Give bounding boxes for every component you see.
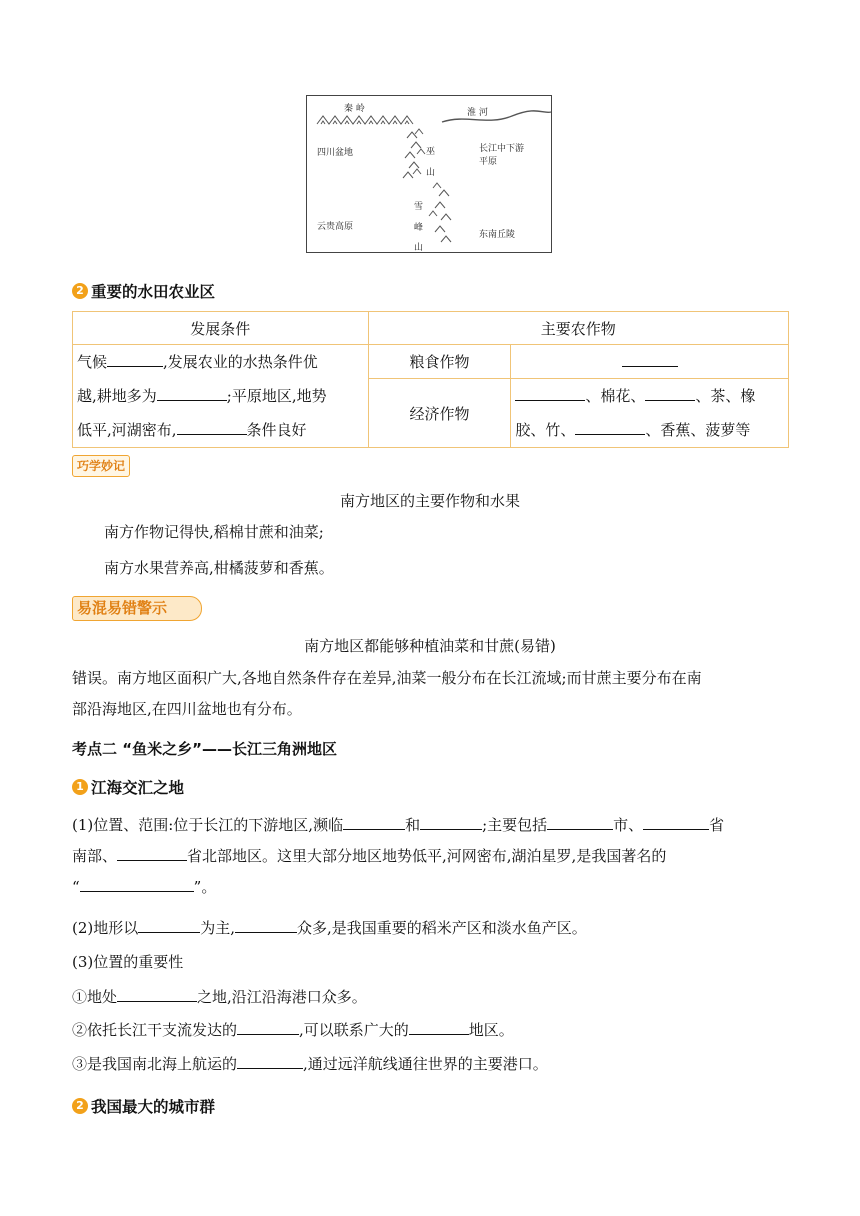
cond-text: ;平原地区,地势 — [226, 387, 327, 405]
answer-blank — [80, 877, 194, 892]
q3-text: ,通过远洋航线通往世界的主要港口。 — [303, 1055, 548, 1073]
number-badge: 2 — [72, 1098, 88, 1114]
cond-text: 气候 — [77, 353, 108, 371]
answer-blank — [515, 386, 585, 401]
memo-line-2: 南方水果营养高,柑橘菠萝和香蕉。 — [104, 559, 334, 577]
answer-blank — [547, 815, 613, 830]
q1-text: (1)位置、范围:位于长江的下游地区,濒临 — [72, 816, 344, 834]
question-3-title: (3)位置的重要性 — [72, 953, 184, 971]
answer-blank — [420, 815, 482, 830]
warning-tag: 易混易错警示 — [72, 596, 202, 621]
cash-text: 胶、竹、 — [515, 421, 576, 439]
memo-line-1: 南方作物记得快,稻棉甘蔗和油菜; — [104, 523, 324, 541]
answer-blank — [643, 815, 709, 830]
cond-text: 低平,河湖密布, — [77, 421, 177, 439]
label-sichuan: 四川盆地 — [317, 148, 354, 158]
answer-blank — [235, 918, 297, 933]
table-header-crops: 主要农作物 — [368, 312, 788, 345]
answer-blank — [117, 846, 187, 861]
q3-text: 地区。 — [468, 1021, 514, 1039]
q1-text: “ — [72, 878, 80, 896]
q1-text: 省北部地区。这里大部分地区地势低平,河网密布,湖泊星罗,是我国著名的 — [187, 847, 667, 865]
label-yungui: 云贵高原 — [317, 222, 354, 232]
number-badge: 1 — [72, 779, 88, 795]
label-plain-1: 长江中下游 — [479, 144, 525, 154]
number-badge: 2 — [72, 283, 88, 299]
section-title: 我国最大的城市群 — [91, 1098, 216, 1116]
section-title: 江海交汇之地 — [91, 779, 185, 797]
q2-text: (2)地形以 — [72, 919, 139, 937]
q1-text: 南部、 — [72, 847, 118, 865]
q3-text: ,可以联系广大的 — [299, 1021, 409, 1039]
label-wushan-1: 巫 — [426, 147, 436, 157]
warning-title: 南方地区都能够种植油菜和甘蔗(易错) — [304, 637, 556, 655]
q1-text: ”。 — [193, 878, 217, 896]
answer-blank — [138, 918, 200, 933]
answer-blank — [157, 386, 227, 401]
q3-text: ①地处 — [72, 988, 118, 1006]
label-southeast: 东南丘陵 — [479, 230, 516, 240]
question-2 — [72, 917, 587, 938]
conditions-cell — [73, 345, 369, 448]
question-3-2 — [72, 1019, 514, 1040]
label-xuefeng-3: 山 — [414, 243, 424, 253]
answer-blank — [237, 1020, 299, 1035]
answer-blank — [237, 1054, 303, 1069]
label-huaihe: 淮 河 — [467, 108, 488, 118]
warning-text-2: 部沿海地区,在四川盆地也有分布。 — [72, 700, 302, 718]
memo-title: 南方地区的主要作物和水果 — [339, 492, 520, 510]
section-heading-citygroup — [72, 1095, 215, 1117]
section-title: 重要的水田农业区 — [91, 283, 216, 301]
q3-text: ②依托长江干支流发达的 — [72, 1021, 238, 1039]
table-header-conditions: 发展条件 — [73, 312, 369, 345]
grain-answer-cell — [511, 345, 789, 379]
question-3-1 — [72, 986, 367, 1007]
label-xuefeng-2: 峰 — [414, 223, 424, 233]
cash-label: 经济作物 — [368, 379, 511, 448]
q1-text: ;主要包括 — [482, 816, 548, 834]
answer-blank — [645, 386, 695, 401]
warning-text-1: 错误。南方地区面积广大,各地自然条件存在差异,油菜一般分布在长江流域;而甘蔗主要分布在南 — [72, 669, 702, 687]
cond-text: ,发展农业的水热条件优 — [163, 353, 318, 371]
cond-text: 条件良好 — [246, 421, 307, 439]
label-plain-2: 平原 — [479, 157, 498, 167]
section-heading-paddy — [72, 280, 215, 302]
kaodian-title: 考点二 “鱼米之乡”——长江三角洲地区 — [72, 740, 337, 758]
cash-crops-cell — [511, 379, 789, 448]
question-1 — [72, 810, 788, 903]
q3-text: 之地,沿江沿海港口众多。 — [197, 988, 367, 1006]
answer-blank — [575, 420, 645, 435]
cash-text: 、棉花、 — [585, 387, 646, 405]
q1-text: 省 — [709, 816, 725, 834]
cash-text: 、茶、橡 — [695, 387, 756, 405]
warning-text — [72, 663, 788, 725]
q2-text: 众多,是我国重要的稻米产区和淡水鱼产区。 — [297, 919, 587, 937]
terrain-map — [306, 95, 552, 253]
q1-text: 和 — [405, 816, 421, 834]
answer-blank — [622, 352, 678, 367]
label-wushan-2: 山 — [426, 168, 436, 178]
memo-tag: 巧学妙记 — [72, 455, 130, 477]
grain-label: 粮食作物 — [368, 345, 511, 379]
answer-blank — [343, 815, 405, 830]
answer-blank — [107, 352, 163, 367]
section-heading-estuary — [72, 776, 184, 798]
question-3-3 — [72, 1053, 548, 1074]
q3-text: ③是我国南北海上航运的 — [72, 1055, 238, 1073]
q1-text: 市、 — [613, 816, 644, 834]
q2-text: 为主, — [200, 919, 236, 937]
answer-blank — [117, 987, 197, 1002]
answer-blank — [409, 1020, 469, 1035]
cash-text: 、香蕉、菠萝等 — [645, 421, 751, 439]
label-xuefeng-1: 雪 — [414, 202, 424, 212]
cond-text: 越,耕地多为 — [77, 387, 157, 405]
label-qinling: 秦 岭 — [344, 104, 365, 114]
crop-table — [72, 311, 789, 448]
answer-blank — [177, 420, 247, 435]
